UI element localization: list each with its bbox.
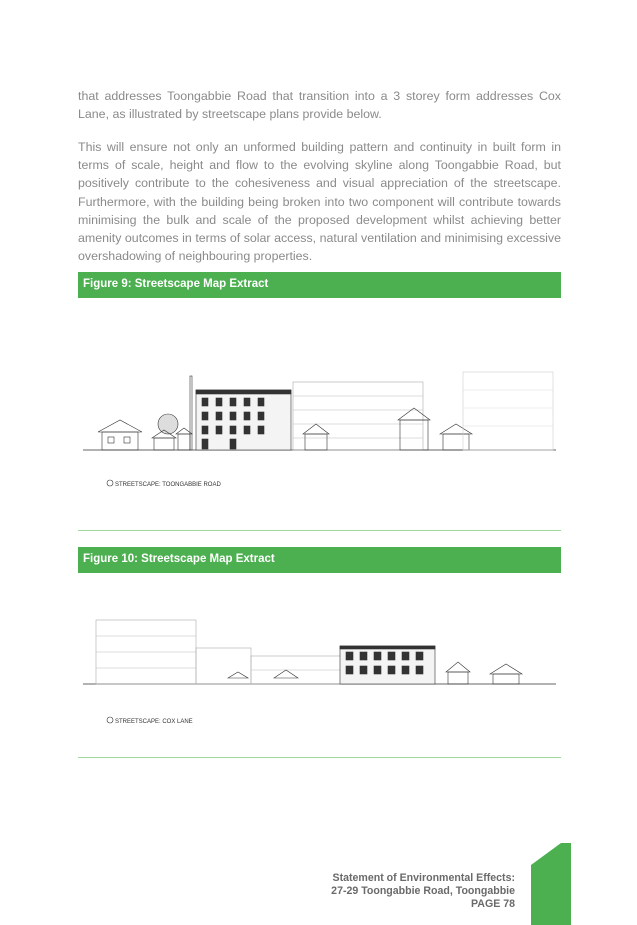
streetscape-cox-lane-drawing [78,612,561,737]
footer-document-title: Statement of Environmental Effects: [332,872,515,884]
figure-9-caption-bar [78,272,561,298]
footer-page-number: PAGE 78 [471,898,515,910]
figure-10-divider [78,757,561,758]
figure-9-divider [78,530,561,531]
footer-address: 27-29 Toongabbie Road, Toongabbie [331,885,515,897]
body-paragraph-2: This will ensure not only an unformed building pattern and continuity in built form in terms of scale, height and flow to the evolving skyline along Toongabbie Road, but positively contribute to the cohesiveness and visual appreciation of the streetscape. Furthermore, with the building being broken into two component will contribute towards minimising the bulk and scale of the proposed development whilst achieving better amenity outcomes in terms of solar access, natural ventilation and minimising excessive overshadowing of neighbouring properties. [78,140,561,264]
figure-10-caption: Figure 10: Streetscape Map Extract [83,553,275,565]
body-paragraph-1: that addresses Toongabbie Road that transition into a 3 storey form addresses Cox Lane, as illustrated by streetscape plans provide below. [78,89,561,122]
figure-9-caption: Figure 9: Streetscape Map Extract [83,278,269,290]
drawing-title-cox-lane: STREETSCAPE: COX LANE [115,719,193,725]
streetscape-toongabbie-road-drawing [78,362,561,492]
figure-10-caption-bar [78,547,561,573]
corner-accent-shape [531,843,571,925]
drawing-title-toongabbie-road: STREETSCAPE: TOONGABBIE ROAD [115,482,221,488]
page-footer [331,872,515,911]
